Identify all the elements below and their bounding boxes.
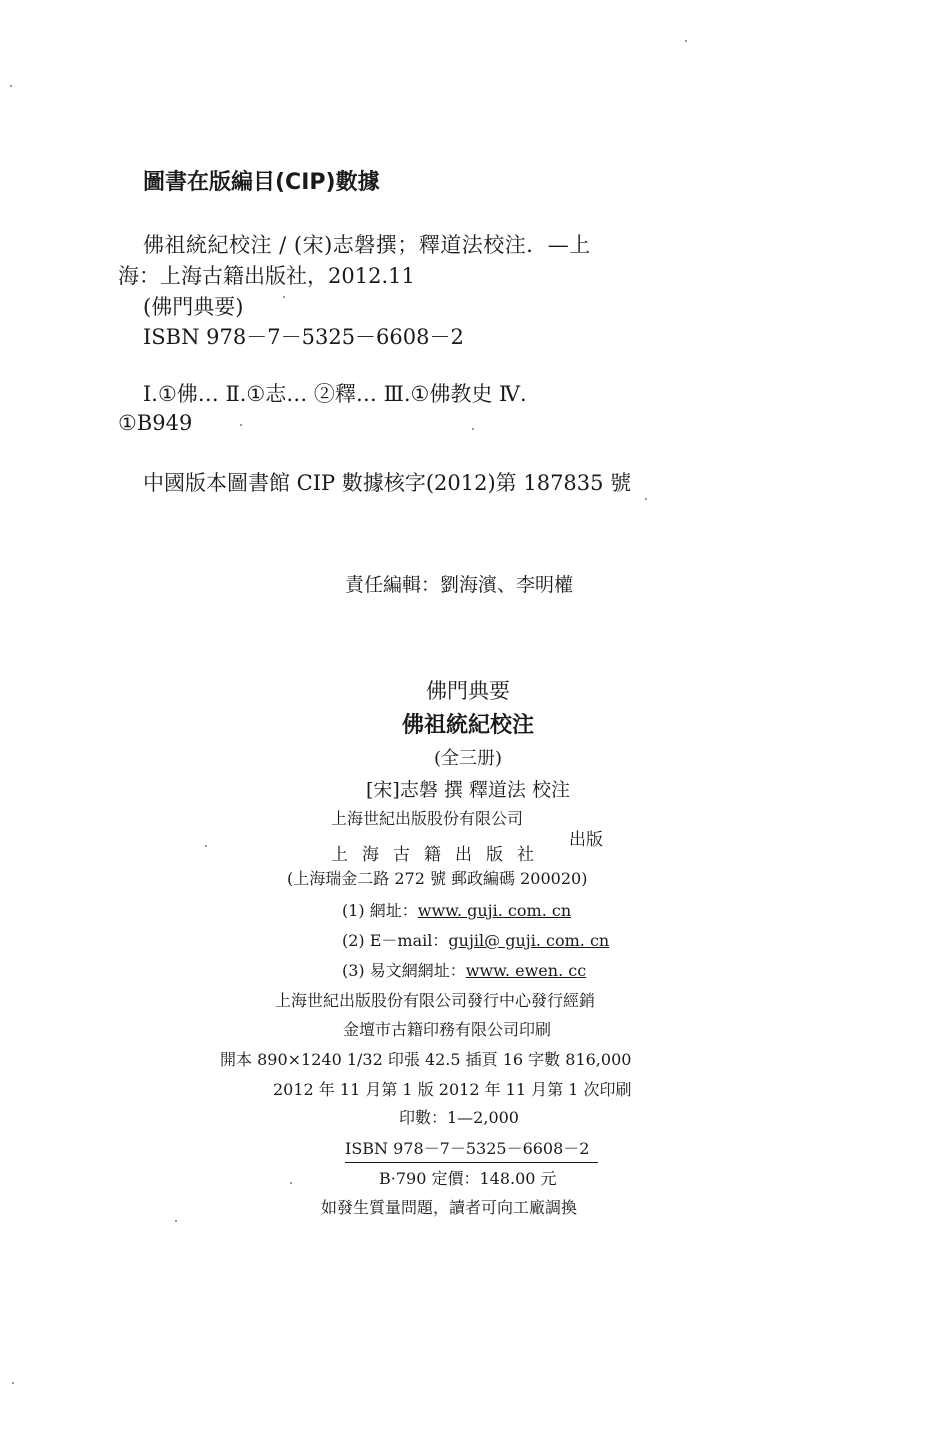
distributor: 上海世紀出版股份有限公司發行中心發行經銷 <box>275 991 596 1010</box>
scan-speck <box>685 40 687 42</box>
scan-speck <box>290 1182 292 1184</box>
email-label: (2) E－mail： <box>342 931 449 950</box>
scan-speck <box>472 428 474 430</box>
scan-speck <box>175 1220 177 1222</box>
printer: 金壇市古籍印務有限公司印刷 <box>343 1020 552 1039</box>
cip-title-line: 佛祖統紀校注 / (宋)志磐撰；釋道法校注．—上 <box>143 233 591 257</box>
ewen-line <box>342 958 586 981</box>
scan-speck <box>12 1382 14 1384</box>
volume-count: (全三册) <box>433 748 503 769</box>
publisher-block <box>331 806 631 866</box>
cip-heading: 圖書在版編目(CIP)數據 <box>143 170 380 195</box>
book-title: 佛祖統紀校注 <box>401 713 534 738</box>
publisher-name: 上海古籍出版社 <box>331 845 548 865</box>
scan-speck <box>240 424 242 426</box>
scan-speck <box>645 498 647 500</box>
cip-subject-line: Ⅰ.①佛… Ⅱ.①志… ②釋… Ⅲ.①佛教史 Ⅳ. <box>143 382 527 406</box>
ewen-link[interactable]: www. ewen. cc <box>465 961 587 980</box>
quality-notice: 如發生質量問題，讀者可向工廠調換 <box>321 1198 578 1217</box>
responsible-editors: 責任編輯：劉海濱、李明權 <box>345 574 574 596</box>
colophon-isbn: ISBN 978－7－5325－6608－2 <box>345 1139 590 1158</box>
publish-suffix: 出版 <box>569 830 603 850</box>
series-name: 佛門典要 <box>426 679 510 703</box>
price: B·790 定價：148.00 元 <box>379 1169 557 1188</box>
publisher-address: (上海瑞金二路 272 號 郵政編碼 200020) <box>287 869 588 888</box>
website-line <box>342 898 571 921</box>
cip-publisher-line: 海：上海古籍出版社，2012.11 <box>118 264 415 288</box>
email-line <box>342 928 609 951</box>
email-link[interactable]: gujil@ guji. com. cn <box>448 931 610 950</box>
edition-info: 2012 年 11 月第 1 版 2012 年 11 月第 1 次印刷 <box>273 1080 632 1099</box>
publisher-group: 上海世紀出版股份有限公司 <box>331 809 524 828</box>
ewen-label: (3) 易文網網址： <box>342 961 466 980</box>
print-run: 印數：1—2,000 <box>399 1108 519 1127</box>
website-label: (1) 網址： <box>342 901 418 920</box>
scan-speck <box>205 845 207 847</box>
cip-classification-line: ①B949 <box>118 411 193 435</box>
scan-speck <box>283 296 285 298</box>
cip-series-line: (佛門典要) <box>143 295 244 319</box>
cip-isbn-line: ISBN 978－7－5325－6608－2 <box>143 325 464 349</box>
website-link[interactable]: www. guji. com. cn <box>417 901 572 920</box>
isbn-divider <box>345 1162 598 1163</box>
scan-speck <box>10 85 12 87</box>
authors: [宋]志磐 撰 釋道法 校注 <box>366 779 570 801</box>
cip-record-number: 中國版本圖書館 CIP 數據核字(2012)第 187835 號 <box>143 471 632 495</box>
format-specs: 開本 890×1240 1/32 印張 42.5 插頁 16 字數 816,000 <box>220 1050 632 1069</box>
